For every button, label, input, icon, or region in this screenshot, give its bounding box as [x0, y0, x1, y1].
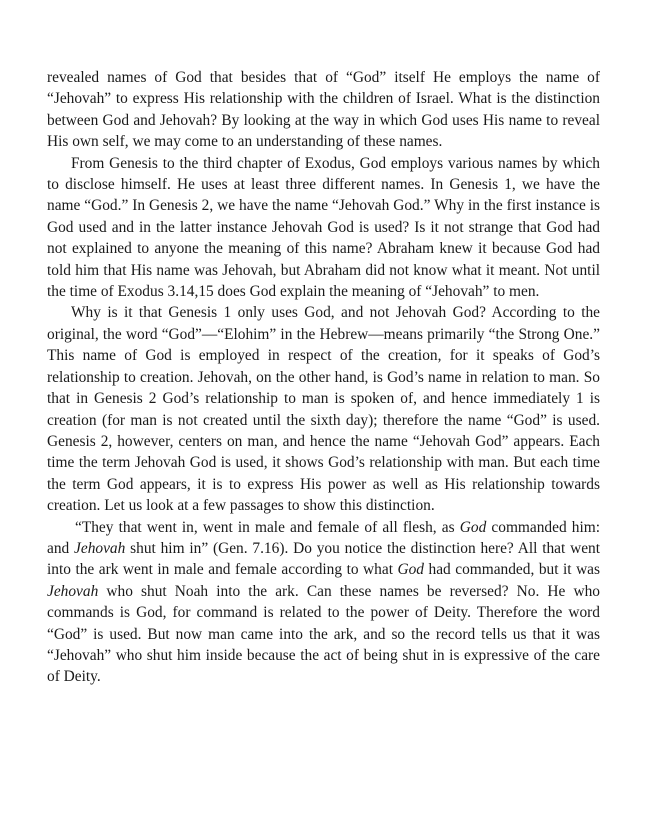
paragraph-text: had commanded, but it was [424, 561, 600, 579]
paragraph-text: “They that went in, went in male and female of all flesh, as [75, 518, 460, 536]
paragraph-text: Why is it that Genesis 1 only uses God, and not Jehovah God? According to the original, the word “God”—“Elohim” in the Hebrew—means primarily “the Strong One.” This name of God is employed in respect of the creation, for it speaks of God’s relationship to creation. Jehovah, on the other hand, is God’s name in relation to man. So that in Genesis 2 God’s relationship to man is spoken of, and hence immediately 1 is creation (for man is not created until the sixth day); therefore the name “God” is used. Genesis 2, however, centers on man, and hence the name “Jehovah God” appears. Each time the term Jehovah God is used, it shows God’s relationship with man. But each time the term God appears, it is to express His power as well as His relationship towards creation. Let us look at a few passages to show this distinction. [47, 304, 600, 515]
document-page [47, 67, 600, 688]
paragraph-text: commanded him: and [47, 518, 600, 557]
paragraph-2 [47, 153, 600, 303]
italic-term: God [397, 561, 424, 579]
italic-term: Jehovah [47, 582, 99, 600]
paragraph-text: From Genesis to the third chapter of Exodus, God employs various names by which to disclose himself. He uses at least three different names. In Genesis 1, we have the name “God.” In Genesis 2, we have the name “Jehovah God.” Why in the first instance is God used and in the latter instance Jehovah God is used? Is it not strange that God had not explained to anyone the meaning of this name? Abraham knew it because God had told him that His name was Jehovah, but Abraham did not know what it meant. Not until the time of Exodus 3.14,15 does God explain the meaning of “Jehovah” to men. [47, 154, 600, 301]
paragraph-text: who shut Noah into the ark. Can these names be reversed? No. He who commands is God, for command is related to the power of Deity. Therefore the word “God” is used. But now man came into the ark, and so the record tells us that it was “Jehovah” who shut him inside because the act of being shut in is expressive of the care of Deity. [47, 582, 600, 686]
paragraph-3 [47, 302, 600, 516]
paragraph-text: revealed names of God that besides that of “God” itself He employs the name of “Jehovah” to express His relationship with the children of Israel. What is the distinction between God and Jehovah? By looking at the way in which God uses His name to reveal His own self, we may come to an understanding of these names. [47, 69, 600, 151]
paragraph-text: shut him in” (Gen. 7.16). Do you notice the distinction here? All that went into the ark went in male and female according to what [47, 539, 601, 579]
italic-term: God [459, 518, 487, 536]
paragraph-4 [47, 517, 600, 688]
paragraph-1 [47, 67, 600, 153]
italic-term: Jehovah [74, 539, 126, 557]
